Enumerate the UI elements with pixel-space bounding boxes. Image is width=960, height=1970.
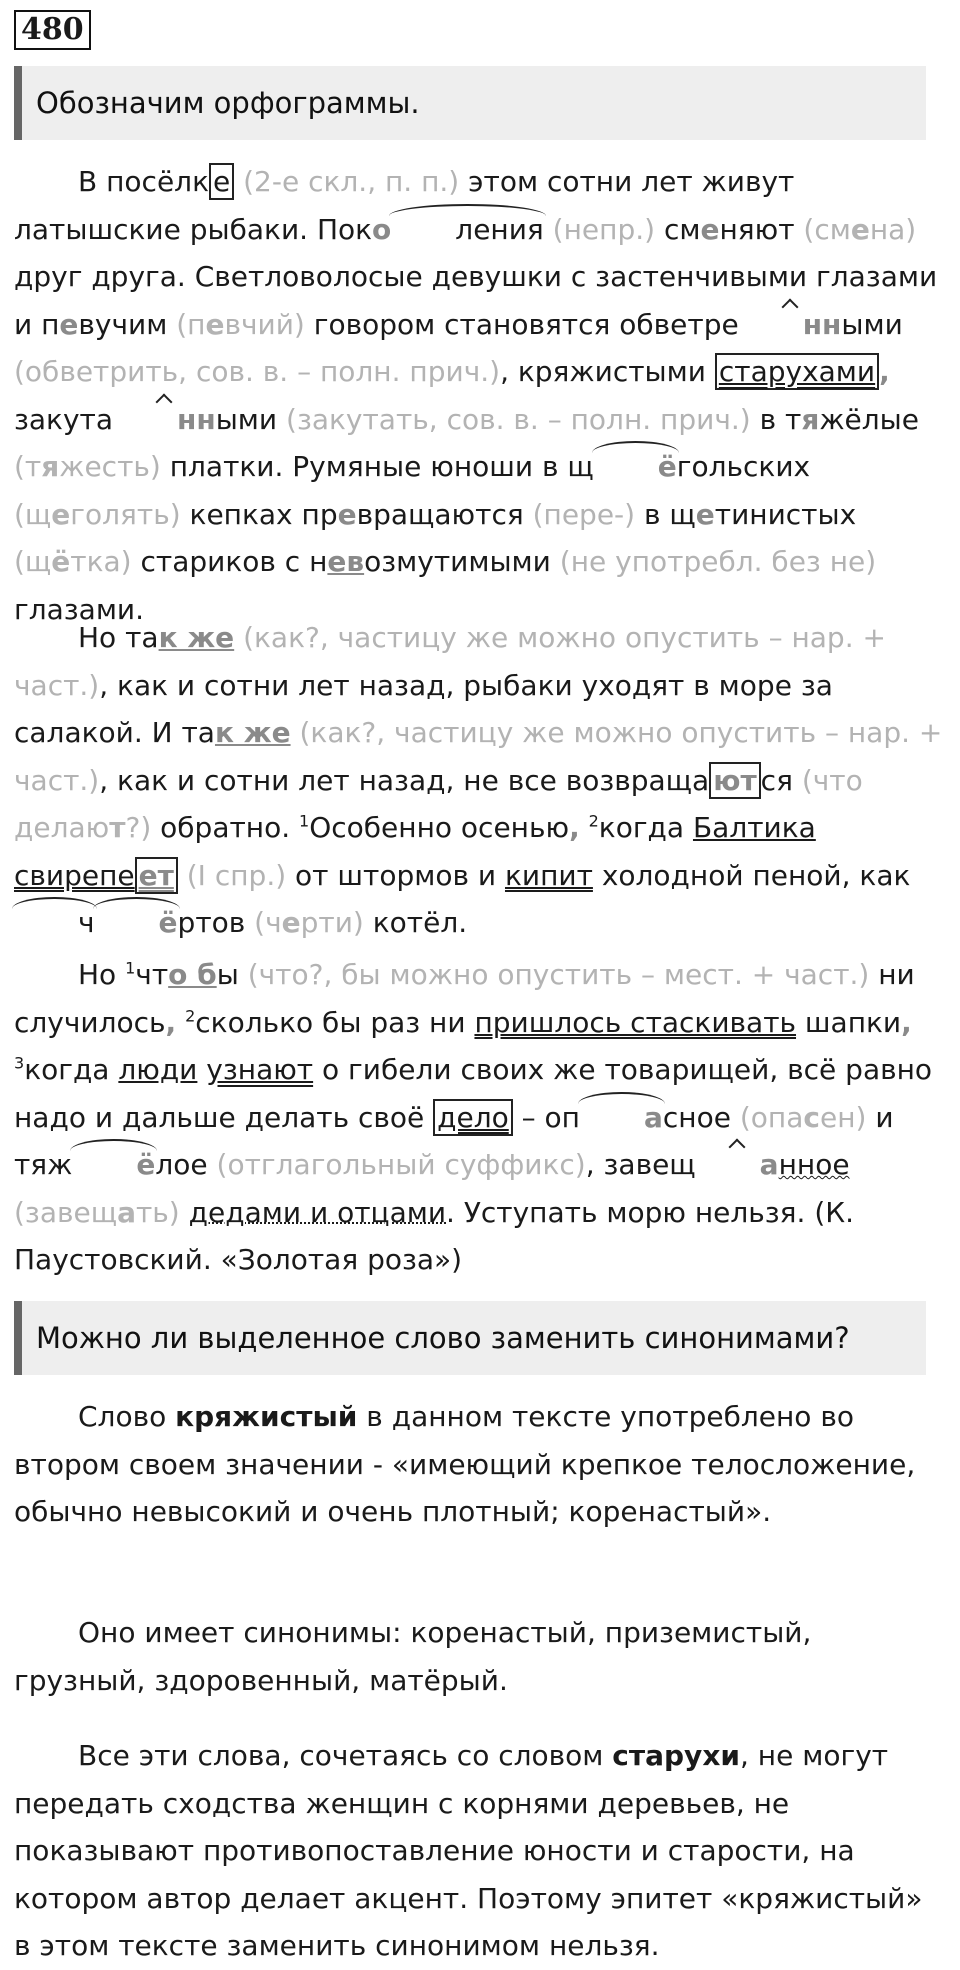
paragraph-1: В посёлк е (2-е скл., п. п.) этом сотни лет живут латышские рыбаки. Поко ления (непр.) сменяют (смена) друг друга. Светловолосые девушки с застенчивыми глазами и певучим (певчий) говором становятся обветре нными (обветрить, сов. в. – полн. прич.), кряжистыми старухами , закута нными (закутать, сов. в. – полн. прич.) в тяжёлые (тяжесть) платки. Румяные юноши в щ ёгольских (щеголять) кепках превращаются (пере-) в щетинистых (щётка) стариков с невозмутимыми (не употребл. без не) глазами. xyxy=(14,165,938,626)
task-header-synonyms: Можно ли выделенное слово заменить синонимами? xyxy=(14,1301,926,1375)
task-header-orthograms: Обозначим орфограммы. xyxy=(14,66,926,140)
paragraph-6: Все эти слова, сочетаясь со словом старухи, не могут передать сходства женщин с корнями деревьев, не показывают противопоставление юности и старости, на котором автор делает акцент. Поэтому эпитет «кряжистый» в этом тексте заменить синонимом нельзя. xyxy=(14,1739,923,1962)
paragraph-2: Но так же (как?, частицу же можно опустить – нар. + част.), как и сотни лет назад, рыбаки уходят в море за салакой. И так же (как?, частицу же можно опустить – нар. + част.), как и сотни лет назад, не все возвраща ют ся (что делают?) обратно. $^1$Особенно осенью, $^2$когда Балтика свирепе ет (I спр.) от штормов и кипит холодной пеной, как ч ёртов (черти) котёл. xyxy=(14,614,944,947)
paragraph-5: Оно имеет синонимы: коренастый, приземистый, грузный, здоровенный, матёрый. xyxy=(14,1616,812,1697)
exercise-number: 480 xyxy=(14,10,91,50)
paragraph-4: Слово кряжистый в данном тексте употреблено во втором своем значении - «имеющий крепкое телосложение, обычно невысокий и очень плотный; коренастый». xyxy=(14,1400,916,1528)
paragraph-3: Но $^1$что бы (что?, бы можно опустить – мест. + част.) ни случилось, $^2$сколько бы раз ни пришлось стаскивать шапки, $^3$когда люди узнают о гибели своих же товарищей, всё равно надо и дальше делать своё дело – оп асное (опасен) и тяж ёлое (отглагольный суффикс), завещ анное (завещать) дедами и отцами. Уступать морю нельзя. (К. Паустовский. «Золотая роза») xyxy=(14,958,933,1276)
